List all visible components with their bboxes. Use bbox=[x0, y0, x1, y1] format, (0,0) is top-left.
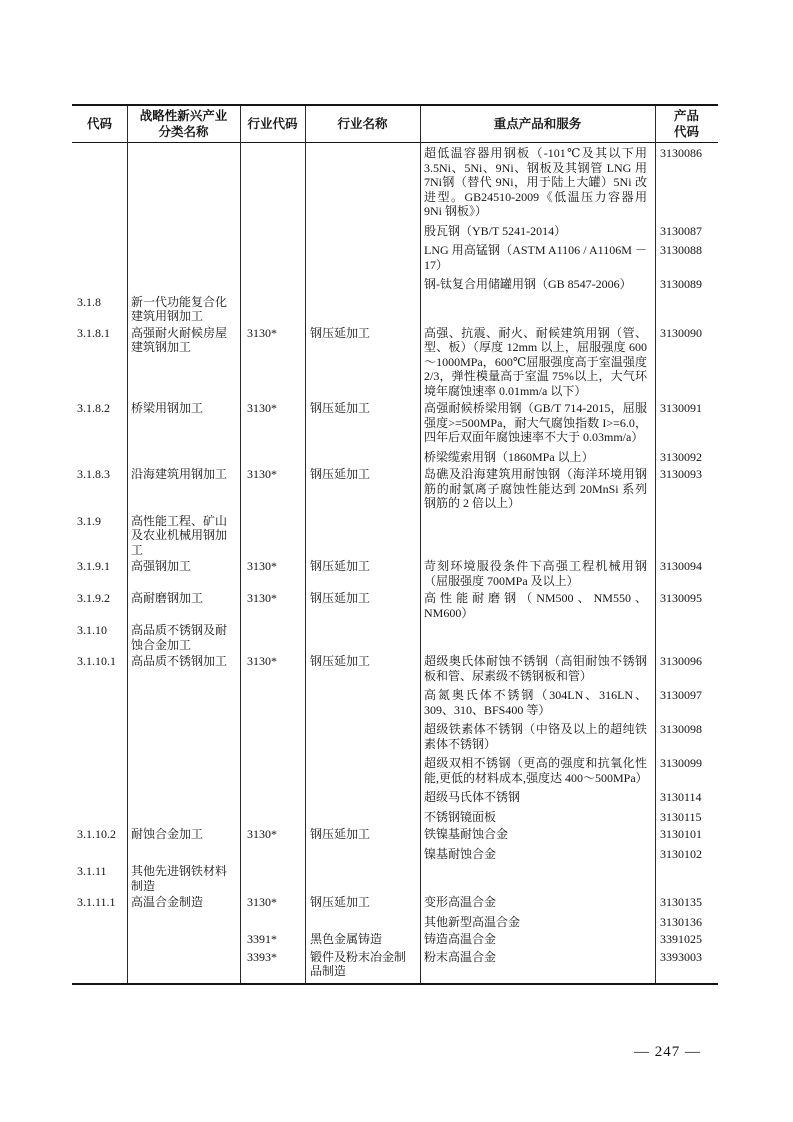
product-name: 高氮奥氏体不锈钢（304LN、316LN、309、310、BFS400 等） bbox=[424, 688, 647, 717]
industry-code bbox=[240, 146, 305, 293]
classification-name: 高品质不锈钢加工 bbox=[131, 654, 228, 668]
industry-code: 3130* bbox=[247, 325, 277, 340]
product-name: 钢-钛复合用储罐用钢（GB 8547-2006） bbox=[424, 277, 632, 291]
table-row bbox=[72, 932, 718, 948]
industry-code: 3130* bbox=[247, 467, 277, 481]
product-name: 超低温容器用钢板（-101℃及其以下用3.5Ni、5Ni、9Ni、钢板及其钢管 LNG 用 7Ni钢（替代 9Ni，用于陆上大罐）5Ni 改进型。GB24510-2009《低温压力容器用 9Ni 钢板》） bbox=[424, 146, 647, 218]
products-cell bbox=[420, 932, 718, 948]
industry-name: 锻件及粉末冶金制品制造 bbox=[310, 949, 407, 978]
industry-name: 钢压延加工 bbox=[310, 467, 371, 481]
product-row bbox=[420, 847, 718, 862]
product-row bbox=[420, 654, 718, 683]
classification-code: 3.1.10.2 bbox=[77, 827, 116, 841]
product-name: 岛礁及沿海建筑用耐蚀钢（海洋环境用钢筋的耐氯离子腐蚀性能达到 20MnSi 系列钢筋的 2 倍以上） bbox=[424, 467, 647, 510]
industry-name bbox=[305, 623, 420, 652]
industry-code bbox=[240, 623, 305, 652]
column-header-line: 行业代码 bbox=[247, 116, 298, 131]
product-name: 超级奥氏体耐蚀不锈钢（高钼耐蚀不锈钢板和管、尿素级不锈钢板和管） bbox=[424, 654, 647, 683]
table-row bbox=[72, 146, 718, 293]
industry-name bbox=[305, 514, 420, 558]
product-row bbox=[420, 243, 718, 272]
product-name: 铁镍基耐蚀合金 bbox=[424, 827, 509, 841]
product-row bbox=[420, 688, 718, 717]
product-code: 3393003 bbox=[660, 949, 702, 964]
products-cell bbox=[420, 146, 718, 293]
classification-name bbox=[127, 932, 240, 948]
column-header bbox=[127, 106, 240, 142]
product-row bbox=[420, 277, 718, 292]
industry-code: 3130* bbox=[247, 654, 277, 668]
classification-name bbox=[127, 146, 240, 293]
industry-name: 钢压延加工 bbox=[310, 401, 371, 415]
product-code: 3130087 bbox=[660, 223, 702, 238]
product-code: 3130135 bbox=[660, 895, 702, 909]
product-row bbox=[420, 467, 718, 511]
table-column-divider bbox=[420, 106, 421, 983]
industry-name bbox=[305, 146, 420, 293]
products-cell bbox=[420, 895, 718, 930]
product-row bbox=[420, 950, 718, 965]
product-name: 超级马氏体不锈钢 bbox=[424, 790, 521, 804]
products-cell bbox=[420, 950, 718, 979]
table-row bbox=[72, 950, 718, 979]
table-row bbox=[72, 326, 718, 400]
industry-code bbox=[240, 295, 305, 324]
column-header bbox=[305, 106, 420, 142]
header-row bbox=[72, 106, 718, 143]
product-name: 不锈钢镜面板 bbox=[424, 809, 497, 824]
industry-code bbox=[240, 514, 305, 558]
product-row bbox=[420, 146, 718, 219]
table-row bbox=[72, 591, 718, 621]
product-code: 3130086 bbox=[660, 146, 702, 160]
product-name: 殷瓦钢（YB/T 5241-2014） bbox=[424, 223, 567, 238]
table-row bbox=[72, 895, 718, 930]
products-cell bbox=[420, 401, 718, 465]
classification-name bbox=[127, 950, 240, 979]
table-row bbox=[72, 295, 718, 324]
classification-name: 高强耐火耐候房屋建筑钢加工 bbox=[131, 325, 228, 354]
industry-name: 黑色金属铸造 bbox=[310, 932, 383, 946]
product-row bbox=[420, 810, 718, 825]
product-code: 3130097 bbox=[660, 688, 702, 702]
table-column-divider bbox=[240, 106, 241, 983]
product-row bbox=[420, 932, 718, 947]
classification-code: 3.1.8.3 bbox=[77, 467, 110, 481]
product-row bbox=[420, 915, 718, 930]
classification-code: 3.1.10 bbox=[77, 623, 107, 637]
classification-code bbox=[72, 932, 127, 948]
product-name: 粉末高温合金 bbox=[424, 949, 497, 964]
table-row bbox=[72, 559, 718, 589]
product-code: 3130098 bbox=[660, 722, 702, 736]
product-code: 3130115 bbox=[660, 809, 702, 824]
table-row bbox=[72, 514, 718, 558]
industry-code: 3130* bbox=[247, 895, 277, 909]
table-row bbox=[72, 654, 718, 825]
product-row bbox=[420, 224, 718, 239]
product-row bbox=[420, 756, 718, 785]
products-cell bbox=[420, 654, 718, 825]
product-row bbox=[420, 450, 718, 465]
product-row bbox=[420, 827, 718, 842]
industry-code: 3130* bbox=[247, 827, 277, 841]
product-name: 高性能耐磨钢（NM500、NM550、NM600） bbox=[424, 591, 647, 620]
column-header-line: 重点产品和服务 bbox=[493, 116, 582, 131]
products-cell bbox=[420, 467, 718, 512]
product-code: 3130089 bbox=[660, 277, 702, 291]
industry-name bbox=[305, 864, 420, 893]
product-code: 3130088 bbox=[660, 243, 702, 257]
product-row bbox=[420, 895, 718, 910]
classification-name: 新一代功能复合化建筑用钢加工 bbox=[131, 294, 228, 323]
table-column-divider bbox=[655, 106, 656, 983]
industry-code: 3130* bbox=[247, 559, 277, 573]
classification-code: 3.1.8.2 bbox=[77, 401, 110, 415]
classification-code: 3.1.10.1 bbox=[77, 654, 116, 668]
industry-code: 3391* bbox=[247, 932, 277, 946]
product-name: 高强、抗震、耐火、耐候建筑用钢（管、型、板）（厚度 12mm 以上，屈服强度 600～1000MPa，600℃屈服强度高于室温强度2/3，弹性模量高于室温 75%以上，大气环境年腐蚀速率 0.01mm/a 以下） bbox=[424, 325, 647, 398]
product-row bbox=[420, 790, 718, 805]
product-code: 3130114 bbox=[660, 790, 702, 804]
classification-code bbox=[72, 146, 127, 293]
product-name: 桥梁缆索用钢（1860MPa 以上） bbox=[424, 449, 594, 464]
classification-code: 3.1.11 bbox=[77, 864, 107, 878]
product-code: 3130096 bbox=[660, 654, 702, 668]
product-name: 其他新型高温合金 bbox=[424, 914, 521, 929]
industry-name: 钢压延加工 bbox=[310, 827, 371, 841]
products-cell bbox=[420, 591, 718, 621]
page-number: — 247 — bbox=[634, 1044, 701, 1060]
classification-code: 3.1.8.1 bbox=[77, 325, 110, 340]
column-header bbox=[72, 106, 127, 142]
product-name: 变形高温合金 bbox=[424, 895, 497, 909]
classification-name: 桥梁用钢加工 bbox=[131, 401, 204, 415]
column-header bbox=[655, 106, 718, 142]
column-header-line: 产品 bbox=[673, 108, 699, 123]
classification-table bbox=[72, 104, 718, 985]
product-name: 超级铁素体不锈钢（中铬及以上的超纯铁素体不锈钢） bbox=[424, 722, 647, 751]
classification-code: 3.1.8 bbox=[77, 294, 101, 309]
classification-code: 3.1.9 bbox=[77, 513, 101, 528]
products-cell bbox=[420, 559, 718, 589]
product-name: 超级双相不锈钢（更高的强度和抗氧化性能,更低的材料成本,强度达 400～500MPa） bbox=[424, 756, 648, 785]
table-column-divider bbox=[305, 106, 306, 983]
product-code: 3130101 bbox=[660, 827, 702, 841]
classification-name: 沿海建筑用钢加工 bbox=[131, 467, 228, 481]
product-code: 3130092 bbox=[660, 449, 702, 464]
product-code: 3130099 bbox=[660, 756, 702, 770]
classification-name: 其他先进钢铁材料制造 bbox=[131, 864, 228, 893]
industry-name bbox=[305, 295, 420, 324]
classification-name: 高耐磨钢加工 bbox=[131, 591, 204, 605]
table-body bbox=[72, 143, 718, 983]
products-cell bbox=[420, 295, 718, 324]
table-row bbox=[72, 467, 718, 512]
industry-name: 钢压延加工 bbox=[310, 325, 371, 340]
industry-code: 3130* bbox=[247, 401, 277, 415]
product-code: 3130090 bbox=[660, 325, 702, 340]
product-code: 3391025 bbox=[660, 932, 702, 946]
industry-code: 3130* bbox=[247, 591, 277, 605]
column-header-line: 战略性新兴产业 bbox=[139, 108, 228, 123]
product-code: 3130102 bbox=[660, 846, 702, 861]
products-cell bbox=[420, 864, 718, 893]
products-cell bbox=[420, 514, 718, 558]
classification-code: 3.1.11.1 bbox=[77, 895, 116, 909]
classification-name: 高品质不锈钢及耐蚀合金加工 bbox=[131, 623, 228, 652]
product-row bbox=[420, 591, 718, 620]
column-header-line: 分类名称 bbox=[158, 125, 209, 139]
table-row bbox=[72, 864, 718, 893]
classification-name: 高强钢加工 bbox=[131, 559, 192, 573]
product-row bbox=[420, 326, 718, 399]
column-header-line: 代码 bbox=[673, 125, 699, 139]
products-cell bbox=[420, 827, 718, 862]
industry-name: 钢压延加工 bbox=[310, 895, 371, 909]
classification-name: 高温合金制造 bbox=[131, 895, 204, 909]
classification-name: 高性能工程、矿山及农业机械用钢加工 bbox=[131, 513, 228, 557]
table-row bbox=[72, 827, 718, 862]
column-header bbox=[240, 106, 305, 142]
product-code: 3130136 bbox=[660, 914, 702, 929]
products-cell bbox=[420, 326, 718, 400]
product-row bbox=[420, 722, 718, 751]
table-row bbox=[72, 623, 718, 652]
table-row bbox=[72, 401, 718, 465]
industry-name: 钢压延加工 bbox=[310, 591, 371, 605]
industry-name: 钢压延加工 bbox=[310, 559, 371, 573]
column-header-line: 代码 bbox=[86, 116, 112, 131]
industry-code: 3393* bbox=[247, 949, 277, 964]
product-code: 3130093 bbox=[660, 467, 702, 481]
product-name: 苛刻环境服役条件下高强工程机械用钢（屈服强度 700MPa 及以上） bbox=[424, 559, 647, 588]
products-cell bbox=[420, 623, 718, 652]
product-code: 3130091 bbox=[660, 401, 702, 415]
table-column-divider bbox=[127, 106, 128, 983]
product-name: LNG 用高锰钢（ASTM A1106 / A1106M － 17） bbox=[424, 243, 647, 272]
classification-code bbox=[72, 950, 127, 979]
product-code: 3130094 bbox=[660, 559, 702, 573]
product-name: 高强耐候桥梁用钢（GB/T 714-2015，屈服强度>=500MPa，耐大气腐蚀指数 I>=6.0，四年后双面年腐蚀速率不大于 0.03mm/a） bbox=[424, 401, 647, 444]
industry-code bbox=[240, 864, 305, 893]
classification-code: 3.1.9.1 bbox=[77, 559, 110, 573]
column-header-line: 行业名称 bbox=[337, 116, 388, 131]
product-code: 3130095 bbox=[660, 591, 702, 605]
classification-name: 耐蚀合金加工 bbox=[131, 827, 204, 841]
classification-code: 3.1.9.2 bbox=[77, 591, 110, 605]
product-row bbox=[420, 401, 718, 445]
product-row bbox=[420, 559, 718, 588]
industry-name: 钢压延加工 bbox=[310, 654, 371, 668]
column-header bbox=[420, 106, 655, 142]
product-name: 铸造高温合金 bbox=[424, 932, 497, 946]
product-name: 镍基耐蚀合金 bbox=[424, 846, 497, 861]
